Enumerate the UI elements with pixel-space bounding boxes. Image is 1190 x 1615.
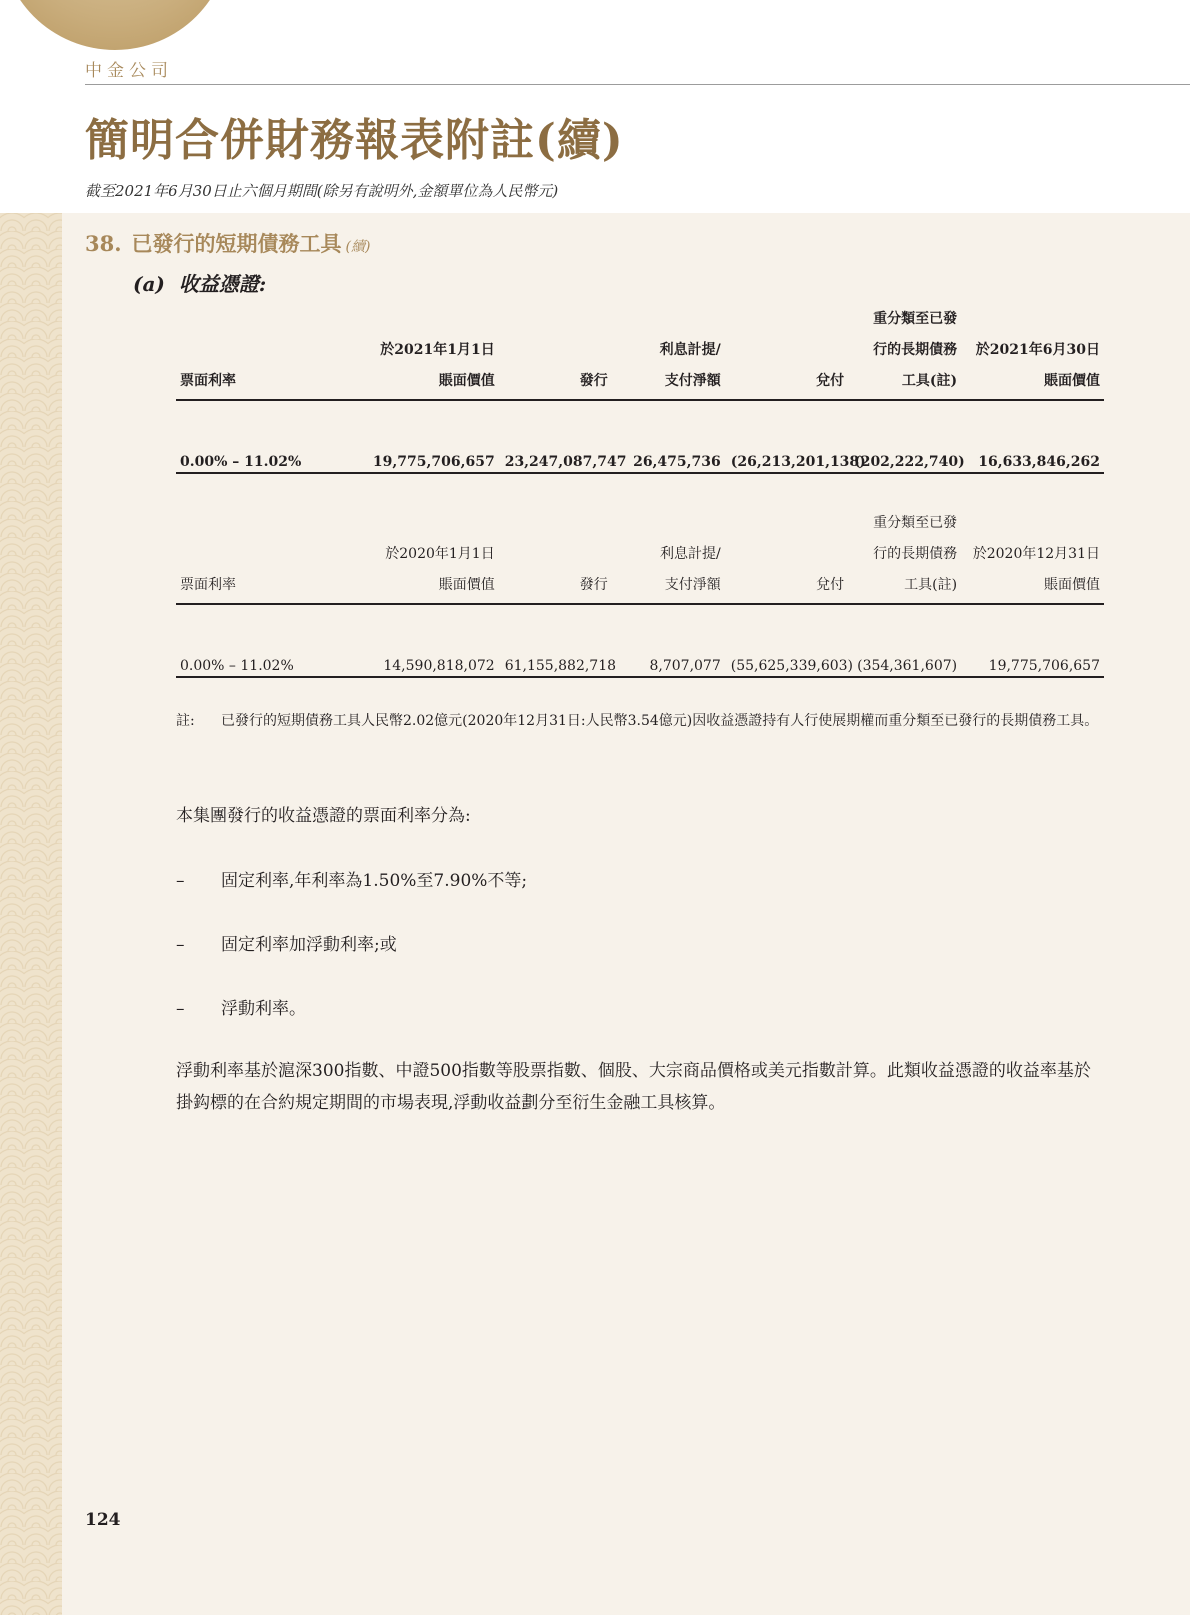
table-2021 bbox=[176, 304, 1104, 474]
bullet-dash: – bbox=[176, 935, 185, 955]
company-name: 中金公司 bbox=[85, 61, 173, 81]
col-header-interest: 利息計提/ 支付淨額 bbox=[613, 508, 726, 604]
table-2020 bbox=[176, 508, 1104, 678]
header-rule bbox=[85, 84, 1190, 85]
list-item bbox=[176, 866, 527, 891]
cell-closing: 19,775,706,657 bbox=[962, 604, 1104, 677]
table-note bbox=[176, 710, 1106, 733]
col-header-rate: 票面利率 bbox=[176, 508, 366, 604]
disc-fade bbox=[0, 0, 250, 55]
table-row bbox=[176, 604, 1104, 677]
col-header-redeemed: 兌付 bbox=[726, 304, 849, 400]
page-number: 124 bbox=[85, 1510, 121, 1530]
subsection-letter: (a) bbox=[133, 272, 165, 296]
list-item bbox=[176, 930, 397, 955]
bullet-dash: – bbox=[176, 999, 185, 1019]
closing-paragraph: 浮動利率基於滬深300指數、中證500指數等股票指數、個股、大宗商品價格或美元指數計算。此類收益憑證的收益率基於掛鈎標的在合約規定期間的市場表現,浮動收益劃分至衍生金融工具核算。 bbox=[176, 1061, 1091, 1113]
cell-interest: 8,707,077 bbox=[613, 604, 726, 677]
cell-issued: 23,247,087,747 bbox=[500, 400, 613, 473]
cell-reclassified: (354,361,607) bbox=[849, 604, 962, 677]
cell-rate: 0.00% – 11.02% bbox=[176, 400, 366, 473]
cell-opening: 19,775,706,657 bbox=[366, 400, 500, 473]
cell-issued: 61,155,882,718 bbox=[500, 604, 613, 677]
subsection-title: 收益憑證: bbox=[178, 272, 267, 296]
bullet-text: 浮動利率。 bbox=[221, 999, 306, 1019]
col-header-issued: 發行 bbox=[500, 304, 613, 400]
table-2020-header-row bbox=[176, 508, 1104, 604]
col-header-rate: 票面利率 bbox=[176, 304, 366, 400]
cell-redeemed: (26,213,201,138) bbox=[726, 400, 849, 473]
cell-reclassified: (202,222,740) bbox=[849, 400, 962, 473]
col-header-redeemed: 兌付 bbox=[726, 508, 849, 604]
section-heading bbox=[85, 228, 370, 258]
section-number: 38. bbox=[85, 231, 122, 256]
list-item bbox=[176, 994, 306, 1019]
cell-interest: 26,475,736 bbox=[613, 400, 726, 473]
col-header-reclassified: 重分類至已發 行的長期債務 工具(註) bbox=[849, 304, 962, 400]
col-header-opening: 於2021年1月1日 賬面價值 bbox=[366, 304, 500, 400]
col-header-closing: 於2021年6月30日 賬面價值 bbox=[962, 304, 1104, 400]
bullet-text: 固定利率,年利率為1.50%至7.90%不等; bbox=[221, 871, 528, 891]
section-title-text: 已發行的短期債務工具 bbox=[131, 231, 342, 256]
page-title: 簡明合併財務報表附註(續) bbox=[85, 115, 624, 166]
note-text: 已發行的短期債務工具人民幣2.02億元(2020年12月31日:人民幣3.54億元)因收益憑證持有人行使展期權而重分類至已發行的長期債務工具。 bbox=[221, 713, 1099, 729]
cell-redeemed: (55,625,339,603) bbox=[726, 604, 849, 677]
col-header-opening: 於2020年1月1日 賬面價值 bbox=[366, 508, 500, 604]
bullet-dash: – bbox=[176, 871, 185, 891]
cell-rate: 0.00% – 11.02% bbox=[176, 604, 366, 677]
intro-paragraph: 本集團發行的收益憑證的票面利率分為: bbox=[176, 806, 471, 826]
page-subtitle: 截至2021年6月30日止六個月期間(除另有說明外,金額單位為人民幣元) bbox=[85, 182, 559, 200]
col-header-closing: 於2020年12月31日 賬面價值 bbox=[962, 508, 1104, 604]
table-row bbox=[176, 400, 1104, 473]
col-header-interest: 利息計提/ 支付淨額 bbox=[613, 304, 726, 400]
col-header-reclassified: 重分類至已發 行的長期債務 工具(註) bbox=[849, 508, 962, 604]
cell-closing: 16,633,846,262 bbox=[962, 400, 1104, 473]
cell-opening: 14,590,818,072 bbox=[366, 604, 500, 677]
note-label: 註: bbox=[176, 713, 195, 729]
wave-pattern-strip bbox=[0, 213, 62, 1615]
subsection-heading bbox=[133, 268, 266, 297]
col-header-issued: 發行 bbox=[500, 508, 613, 604]
bullet-text: 固定利率加浮動利率;或 bbox=[221, 935, 397, 955]
section-continued: (續) bbox=[345, 239, 371, 255]
table-2021-header-row bbox=[176, 304, 1104, 400]
